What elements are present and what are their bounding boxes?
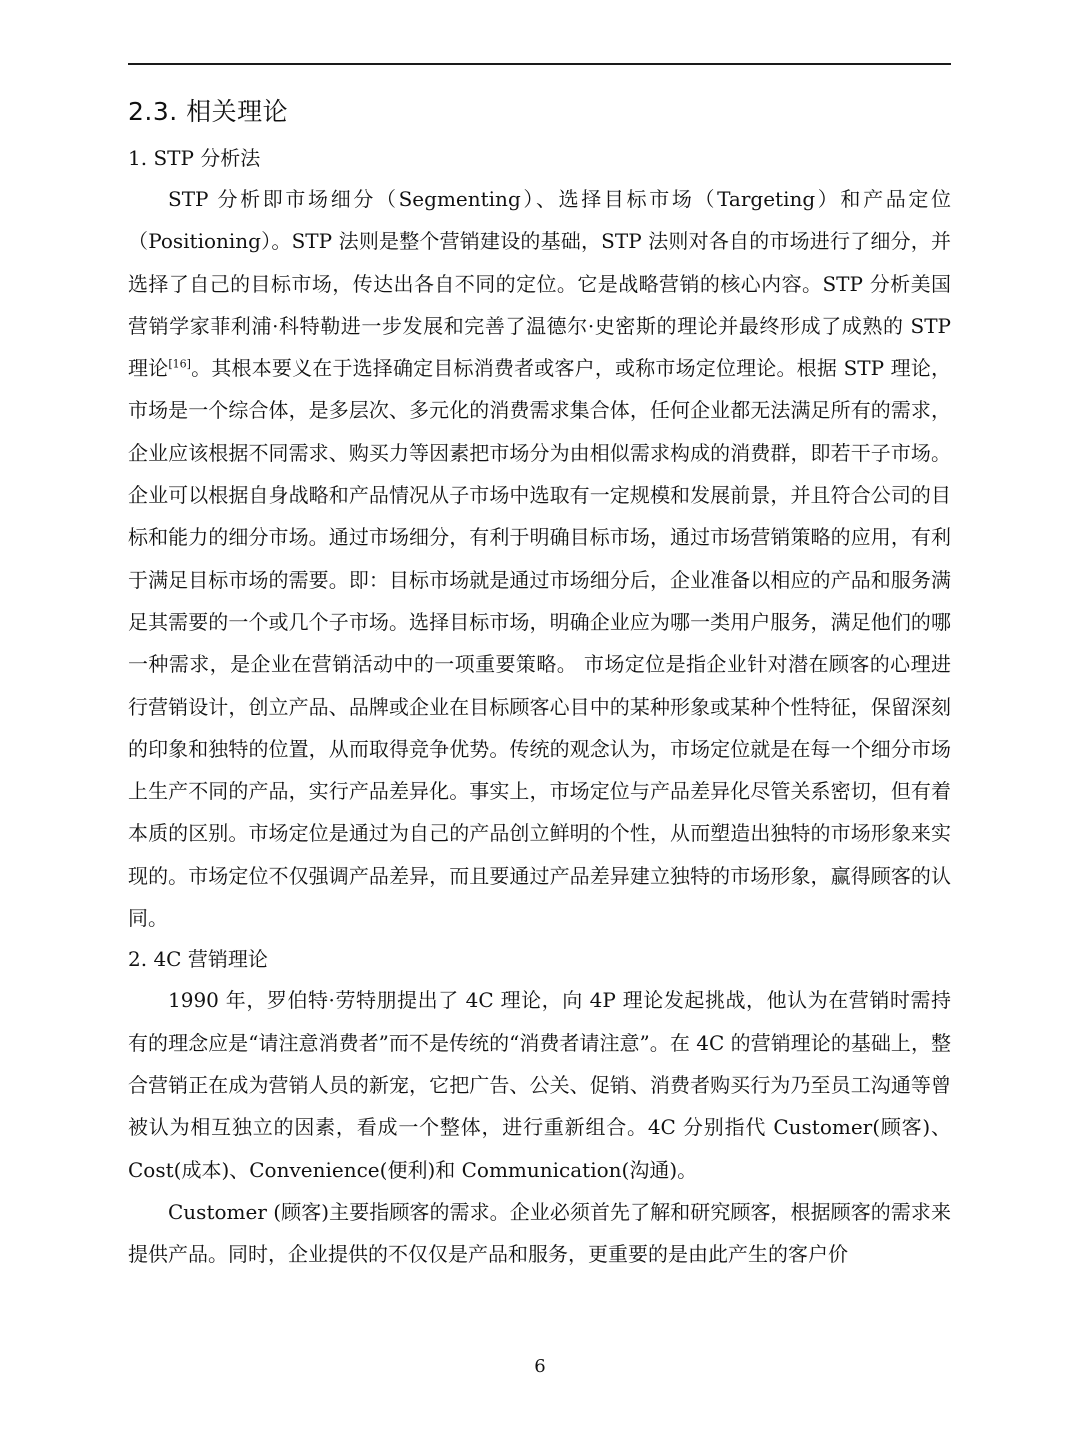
citation-16: [16] — [168, 357, 191, 371]
fourc-title: 2. 4C 营销理论 — [128, 947, 268, 972]
fourc-paragraph-2: Customer (顾客)主要指顾客的需求。企业必须首先了解和研究顾客，根据顾客的需求来提供产品。同时，企业提供的不仅仅是产品和服务，更重要的是由此产生的客户价 — [128, 1199, 951, 1267]
section-heading: 2.3. 相关理论 — [128, 97, 289, 126]
page-number: 6 — [534, 1356, 546, 1377]
stp-paragraph — [128, 178, 951, 939]
header-rule — [128, 63, 951, 65]
stp-title: 1. STP 分析法 — [128, 146, 261, 170]
page-content — [128, 90, 951, 1275]
stp-paragraph-part2: 。其根本要义在于选择确定目标消费者或客户，或称市场定位理论。根据 STP 理论，市场是一个综合体，是多层次、多元化的消费需求集合体，任何企业都无法满足所有的需求，企业应该根据不同需求、购买力等因素把市场分为由相似需求构成的消费群，即若干子市场。企业可以根据自身战略和产品情况从子市场中选取有一定规模和发展前景，并且符合公司的目标和能力的细分市场。通过市场细分，有利于明确目标市场，通过市场营销策略的应用，有利于满足目标市场的需要。即：目标市场就是通过市场细分后，企业准备以相应的产品和服务满足其需要的一个或几个子市场。选择目标市场，明确企业应为哪一类用户服务，满足他们的哪一种需求，是企业在营销活动中的一项重要策略。 市场定位是指企业针对潜在顾客的心理进行营销设计，创立产品、品牌或企业在目标顾客心目中的某种形象或某种个性特征，保留深刻的印象和独特的位置，从而取得竞争优势。传统的观念认为，市场定位就是在每一个细分市场上生产不同的产品，实行产品差异化。事实上，市场定位与产品差异化尽管关系密切，但有着本质的区别。市场定位是通过为自己的产品创立鲜明的个性，从而塑造出独特的市场形象来实现的。市场定位不仅强调产品差异，而且要通过产品差异建立独特的市场形象，赢得顾客的认同。 — [128, 356, 951, 931]
fourc-paragraph-1: 1990 年，罗伯特·劳特朋提出了 4C 理论，向 4P 理论发起挑战，他认为在营销时需持有的理念应是“请注意消费者”而不是传统的“消费者请注意”。在 4C 的营销理论的基础上，整合营销正在成为营销人员的新宠，它把广告、公关、促销、消费者购买行为乃至员工沟通等曾被认为相互独立的因素，看成一个整体，进行重新组合。4C 分别指代 Customer(顾客)、Cost(成本)、Convenience(便利)和 Communication(沟通)。 — [128, 988, 951, 1182]
stp-paragraph-part1: STP 分析即市场细分（Segmenting）、选择目标市场（Targeting）和产品定位（Positioning）。STP 法则是整个营销建设的基础，STP 法则对各自的市场进行了细分，并选择了自己的目标市场，传达出各自不同的定位。它是战略营销的核心内容。STP 分析美国营销学家菲利浦·科特勒进一步发展和完善了温德尔·史密斯的理论并最终形成了成熟的 STP 理论 — [128, 187, 951, 381]
